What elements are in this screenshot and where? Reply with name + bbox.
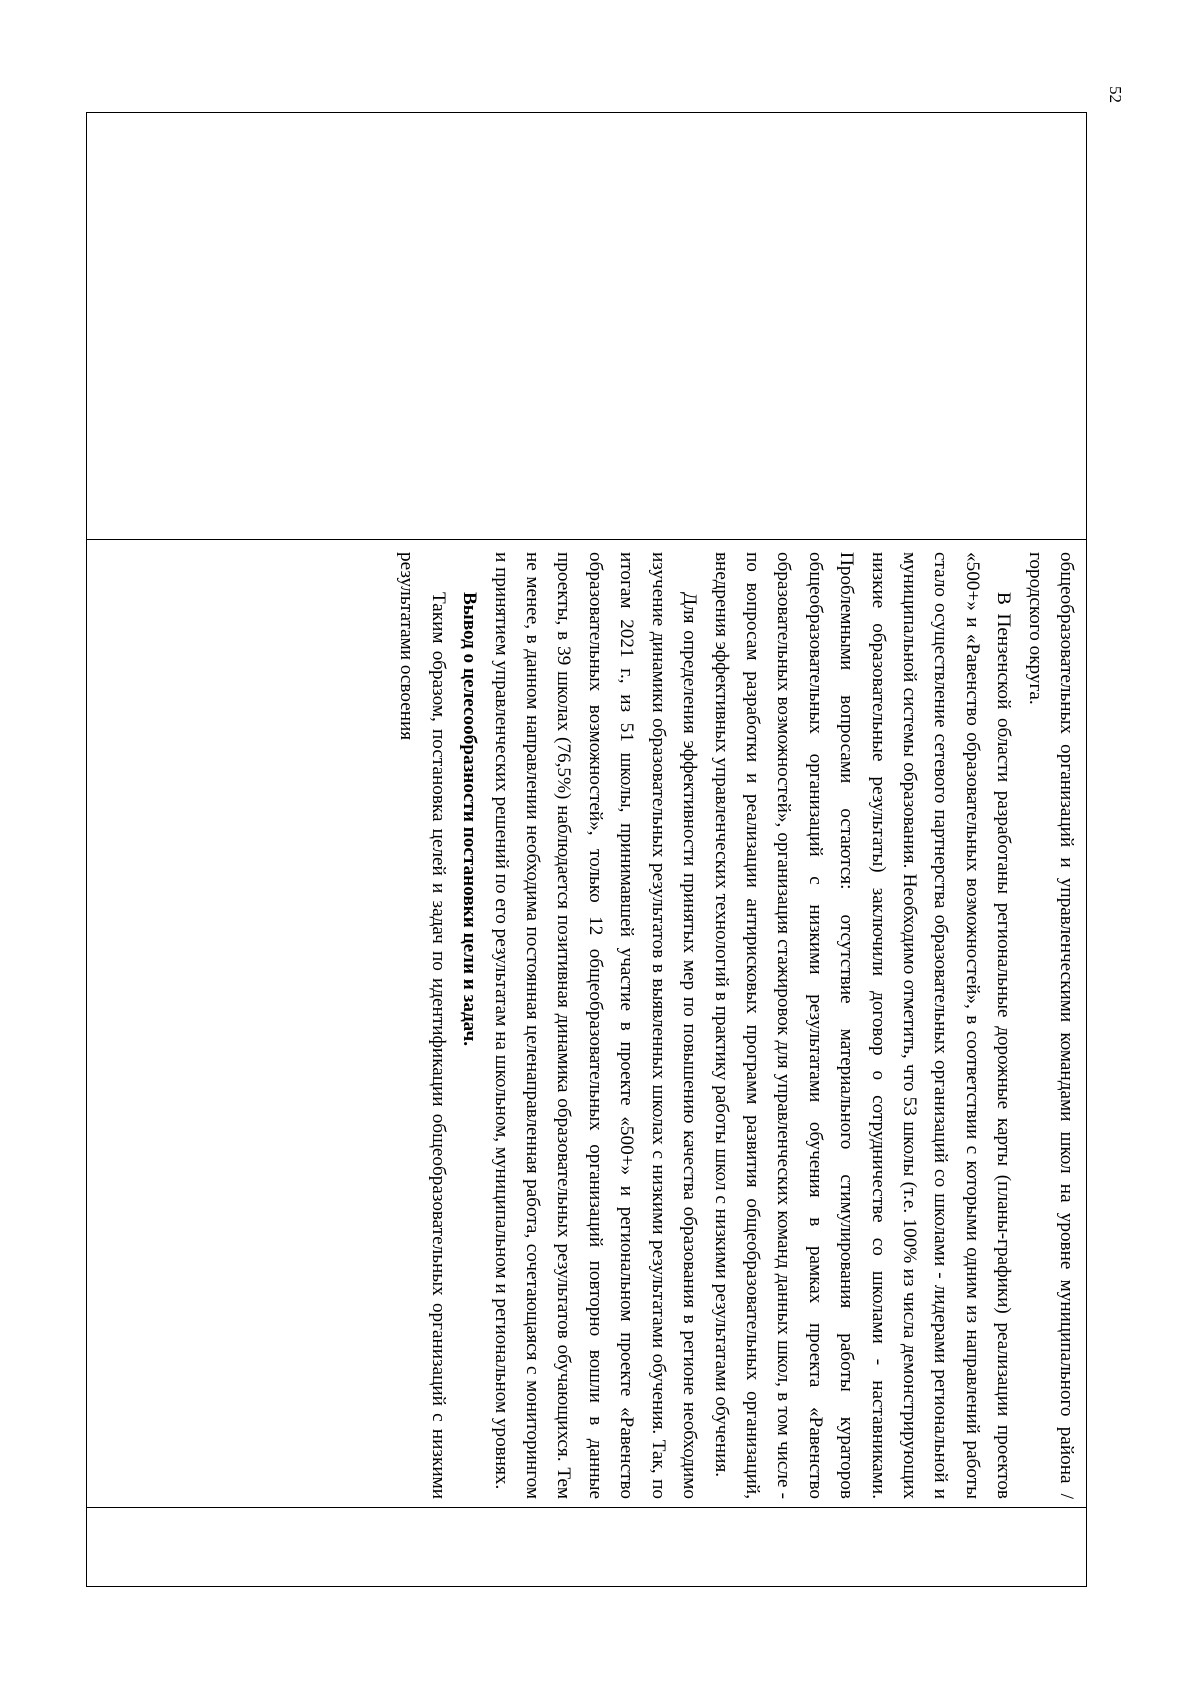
table-cell-main [87, 540, 1086, 1508]
table-row [86, 112, 1087, 1587]
section-heading: Вывод о целесообразности постановки цели и задач. [459, 592, 481, 1047]
page-number: 52 [1106, 86, 1125, 103]
document-table [86, 112, 1087, 1587]
paragraph-conclusion: Таким образом, постановка целей и задач по идентификации общеобразовательных организаций с низкими результатами освоения [396, 552, 449, 1499]
paragraph-continuation: общеобразовательных организаций и управленческими командами школ на уровне муниципального района / городского округа. [1024, 552, 1077, 1499]
table-cell-left [87, 113, 1086, 540]
table-cell-right [87, 1508, 1086, 1586]
body-text [391, 540, 1086, 1507]
paragraph-penza-roadmaps: В Пензенской области разработаны региональные дорожные карты (планы-графики) реализации проектов «500+» и «Равенство образовательных возможностей», в соответствии с которыми одним из направлений работы стало осуществление сетевого партнерства образовательных организаций со школами - лидерами региональной и муниципальной системы образования. Необходимо отметить, что 53 школы (т.е. 100% из числа демонстрирующих низкие образовательные результаты) заключили договор о сотрудничестве со школами - наставниками. Проблемными вопросами остаются: отсутствие материального стимулирования работы кураторов общеобразовательных организаций с низкими результатами обучения в рамках проекта «Равенство образовательных возможностей», организация стажировок для управленческих команд данных школ, в том числе - по вопросам разработки и реализации антирисковых программ развития общеобразовательных организаций, внедрения эффективных управленческих технологий в практику работы школ с низкими результатами обучения. [710, 552, 1015, 1499]
paragraph-effectiveness: Для определения эффективности принятых мер по повышению качества образования в регионе необходимо изучение динамики образовательных результатов в выявленных школах с низкими результатами обучения. Так, по итогам 2021 г., из 51 школы, принимавшей участие в проекте «500+» и региональном проекте «Равенство образовательных возможностей», только 12 общеобразовательных организаций повторно вошли в данные проекты, в 39 школах (76,5%) наблюдается позитивная динамика образовательных результатов обучающихся. Тем не менее, в данном направлении необходима постоянная целенаправленная работа, сочетающаяся с мониторингом и принятием управленческих решений по его результатам на школьном, муниципальном и региональном уровнях. [490, 552, 701, 1499]
